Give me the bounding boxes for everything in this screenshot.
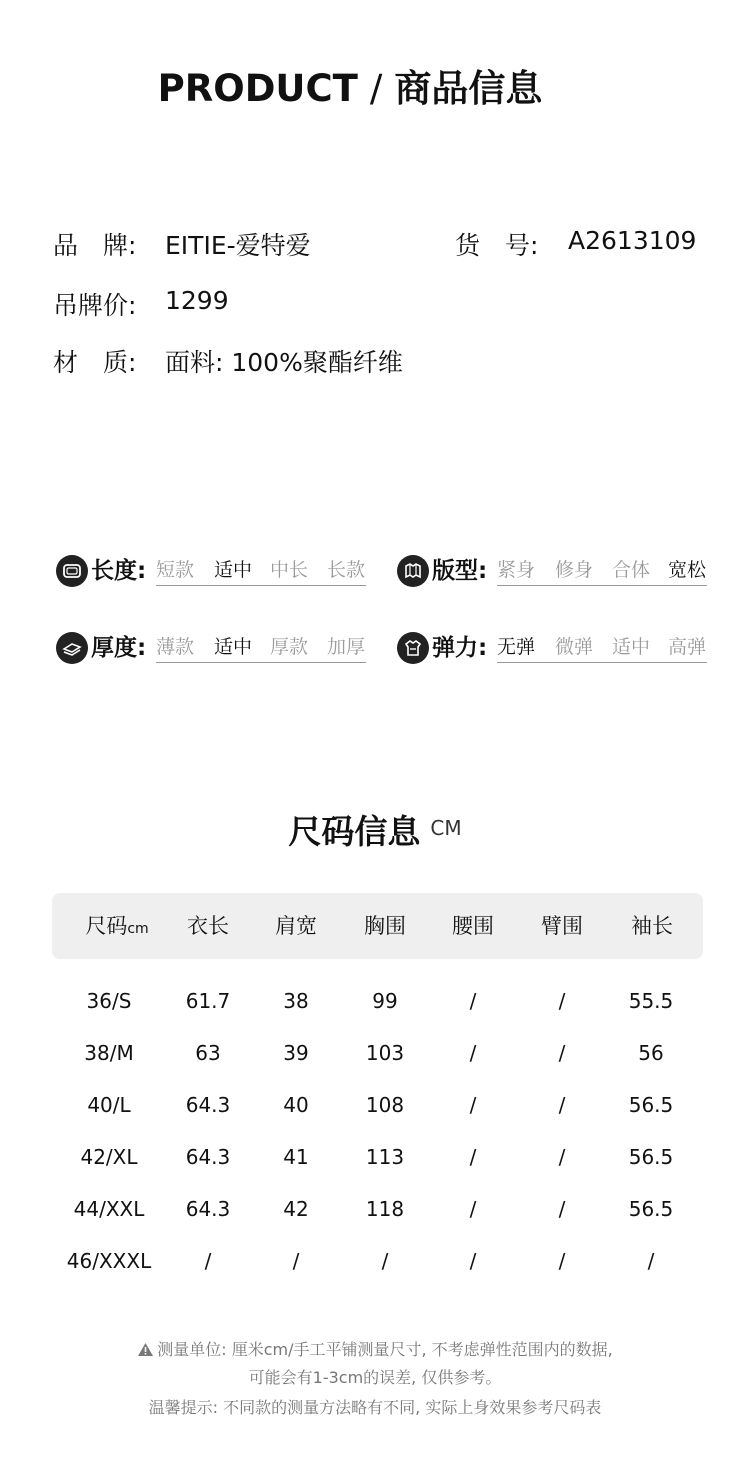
table-cell: 61.7 [185,989,231,1013]
fit-option-tight: 紧身 [497,559,536,581]
fit-scale-line [497,585,707,586]
size-title-unit: CM [430,816,462,840]
tag-price-value: 1299 [165,286,229,315]
table-cell: / [469,1041,477,1065]
table-cell: 56.5 [628,1093,674,1117]
size-table-header [52,893,703,959]
table-row [52,1183,703,1235]
tag-price-label: 吊牌价: [53,291,137,320]
table-cell: / [558,1249,566,1273]
attribute-row-1 [0,555,750,595]
thickness-option-thin: 薄款 [156,636,195,658]
header-size-unit: cm [127,921,149,937]
table-cell: / [204,1249,212,1273]
table-cell: / [469,989,477,1013]
table-cell: 39 [283,1041,309,1065]
table-cell: / [292,1249,300,1273]
title-cn: 商品信息 [394,67,543,110]
table-cell: / [558,989,566,1013]
table-cell: 103 [365,1041,405,1065]
fit-option-regular: 合体 [612,559,651,581]
tip-note: 温馨提示: 不同款的测量方法略有不同, 实际上身效果参考尺码表 [148,1398,602,1417]
table-cell: 64.3 [185,1093,231,1117]
table-cell: 56.5 [628,1197,674,1221]
measurement-note-line-1 [0,1337,750,1361]
fit-shape-icon [397,555,429,587]
length-option-long: 长款 [327,559,366,581]
table-row [52,1027,703,1079]
table-cell: 108 [365,1093,405,1117]
table-cell: / [558,1197,566,1221]
brand-value: EITIE-爱特爱 [165,231,311,260]
length-option-medium: 适中 [214,559,253,581]
header-shoulder: 肩宽 [275,914,317,938]
size-table [52,893,703,1273]
table-cell: 113 [365,1145,405,1169]
header-arm: 臂围 [541,914,583,938]
table-cell: / [558,1041,566,1065]
header-waist: 腰围 [452,914,494,938]
title-separator: / [369,67,383,110]
brand-label: 品 牌: [53,231,137,260]
thickness-scale-line [156,662,366,663]
header-sleeve: 袖长 [631,914,673,938]
table-cell: 55.5 [628,989,674,1013]
page-title [0,58,700,112]
table-cell: 64.3 [185,1197,231,1221]
elasticity-option-slight: 微弹 [555,636,594,658]
table-cell: 42/XL [80,1145,138,1169]
table-cell: 44/XXL [73,1197,145,1221]
table-row [52,975,703,1027]
fit-option-loose: 宽松 [668,559,707,581]
elasticity-scale-line [497,662,707,663]
thickness-option-medium: 适中 [214,636,253,658]
thickness-option-thick: 厚款 [270,636,309,658]
thickness-label: 厚度: [91,635,147,661]
table-cell: / [647,1249,655,1273]
elasticity-label: 弹力: [432,635,488,661]
table-cell: / [558,1093,566,1117]
table-row [52,1235,703,1287]
material-label: 材 质: [53,348,137,377]
table-cell: 56.5 [628,1145,674,1169]
item-number-value: A2613109 [568,226,697,255]
header-length: 衣长 [187,914,229,938]
table-cell: / [558,1145,566,1169]
table-cell: 38/M [84,1041,134,1065]
length-scale-line [156,585,366,586]
elasticity-option-high: 高弹 [668,636,707,658]
table-row [52,1079,703,1131]
header-size [72,893,162,962]
table-cell: / [381,1249,389,1273]
table-cell: / [469,1145,477,1169]
size-section-title [0,806,750,853]
stretch-icon [397,632,429,664]
thickness-option-extra-thick: 加厚 [327,636,366,658]
table-cell: 40 [283,1093,309,1117]
length-option-short: 短款 [156,559,195,581]
garment-length-icon [56,555,88,587]
measurement-note-line-2: 可能会有1-3cm的误差, 仅供参考。 [248,1368,502,1387]
elasticity-option-none: 无弹 [497,636,536,658]
header-size-text: 尺码 [85,914,128,938]
table-cell: 56 [638,1041,664,1065]
length-label: 长度: [91,558,147,584]
material-value: 面料: 100%聚酯纤维 [165,348,403,377]
table-cell: 64.3 [185,1145,231,1169]
table-cell: 38 [283,989,309,1013]
elasticity-option-medium: 适中 [612,636,651,658]
attribute-row-2 [0,632,750,672]
table-cell: 99 [372,989,398,1013]
table-cell: 42 [283,1197,309,1221]
table-cell: 63 [195,1041,221,1065]
fabric-layers-icon [56,632,88,664]
note-text-1: 测量单位: 厘米cm/手工平铺测量尺寸, 不考虑弹性范围内的数据, [157,1340,613,1359]
title-en: PRODUCT [157,67,358,110]
table-cell: / [469,1249,477,1273]
header-chest: 胸围 [364,914,406,938]
table-cell: 40/L [87,1093,131,1117]
table-cell: 41 [283,1145,309,1169]
length-option-mid-long: 中长 [270,559,309,581]
table-cell: / [469,1093,477,1117]
table-cell: 118 [365,1197,405,1221]
item-number-label: 货 号: [455,231,539,260]
table-row [52,1131,703,1183]
table-cell: 46/XXXL [66,1249,152,1273]
fit-option-slim: 修身 [555,559,594,581]
table-cell: 36/S [86,989,132,1013]
warning-icon [137,1342,154,1361]
fit-label: 版型: [432,558,488,584]
table-cell: / [469,1197,477,1221]
size-title-text: 尺码信息 [288,812,421,851]
